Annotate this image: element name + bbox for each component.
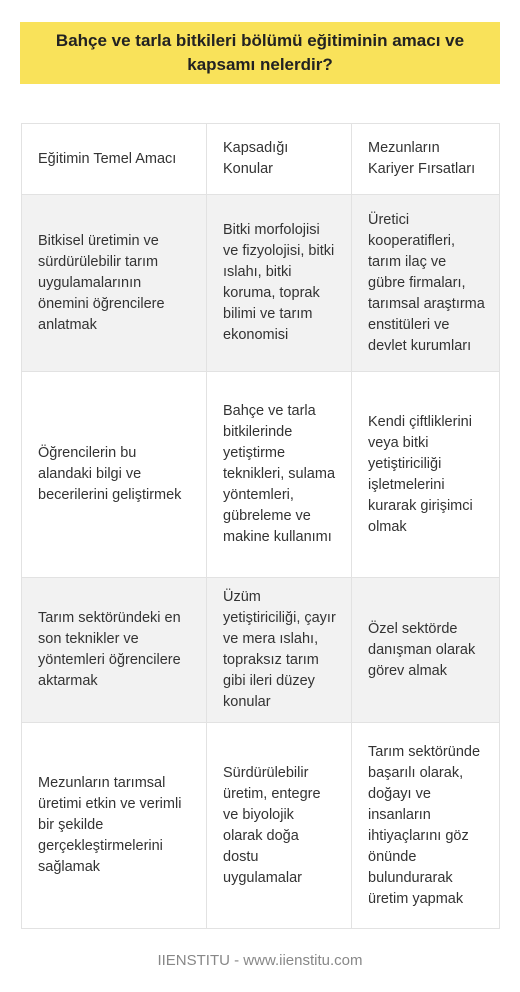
table-cell: Üretici kooperatifleri, tarım ilaç ve gübre firmaları, tarımsal araştırma enstitüleri ve devlet kurumları <box>352 195 500 372</box>
header-cell-topics: Kapsadığı Konular <box>207 124 352 195</box>
header-cell-careers: Mezunların Kariyer Fırsatları <box>352 124 500 195</box>
table-cell: Üzüm yetiştiriciliği, çayır ve mera ıslahı, topraksız tarım gibi ileri düzey konular <box>207 578 352 723</box>
table-cell: Mezunların tarımsal üretimi etkin ve verimli bir şekilde gerçekleştirmelerini sağlamak <box>22 723 207 929</box>
table-cell: Bahçe ve tarla bitkilerinde yetiştirme teknikleri, sulama yöntemleri, gübreleme ve makine kullanımı <box>207 372 352 578</box>
table-row <box>22 195 500 372</box>
table-cell: Tarım sektöründeki en son teknikler ve yöntemleri öğrencilere aktarmak <box>22 578 207 723</box>
page-title: Bahçe ve tarla bitkileri bölümü eğitiminin amacı ve kapsamı nelerdir? <box>20 22 500 84</box>
footer-credit: IIENSTITU - www.iienstitu.com <box>157 952 363 969</box>
table-cell: Bitkisel üretimin ve sürdürülebilir tarım uygulamalarının önemini öğrencilere anlatmak <box>22 195 207 372</box>
table-row <box>22 578 500 723</box>
table-row <box>22 723 500 929</box>
table-cell: Kendi çiftliklerini veya bitki yetiştiriciliği işletmelerini kurarak girişimci olmak <box>352 372 500 578</box>
table-cell: Sürdürülebilir üretim, entegre ve biyolojik olarak doğa dostu uygulamalar <box>207 723 352 929</box>
table-cell: Özel sektörde danışman olarak görev almak <box>352 578 500 723</box>
table-cell: Tarım sektöründe başarılı olarak, doğayı ve insanların ihtiyaçlarını göz önünde bulundurarak üretim yapmak <box>352 723 500 929</box>
info-table <box>21 123 500 929</box>
table-header-row <box>22 124 500 195</box>
table-cell: Öğrencilerin bu alandaki bilgi ve becerilerini geliştirmek <box>22 372 207 578</box>
table-cell: Bitki morfolojisi ve fizyolojisi, bitki ıslahı, bitki koruma, toprak bilimi ve tarım ekonomisi <box>207 195 352 372</box>
table-row <box>22 372 500 578</box>
header-cell-purpose: Eğitimin Temel Amacı <box>22 124 207 195</box>
